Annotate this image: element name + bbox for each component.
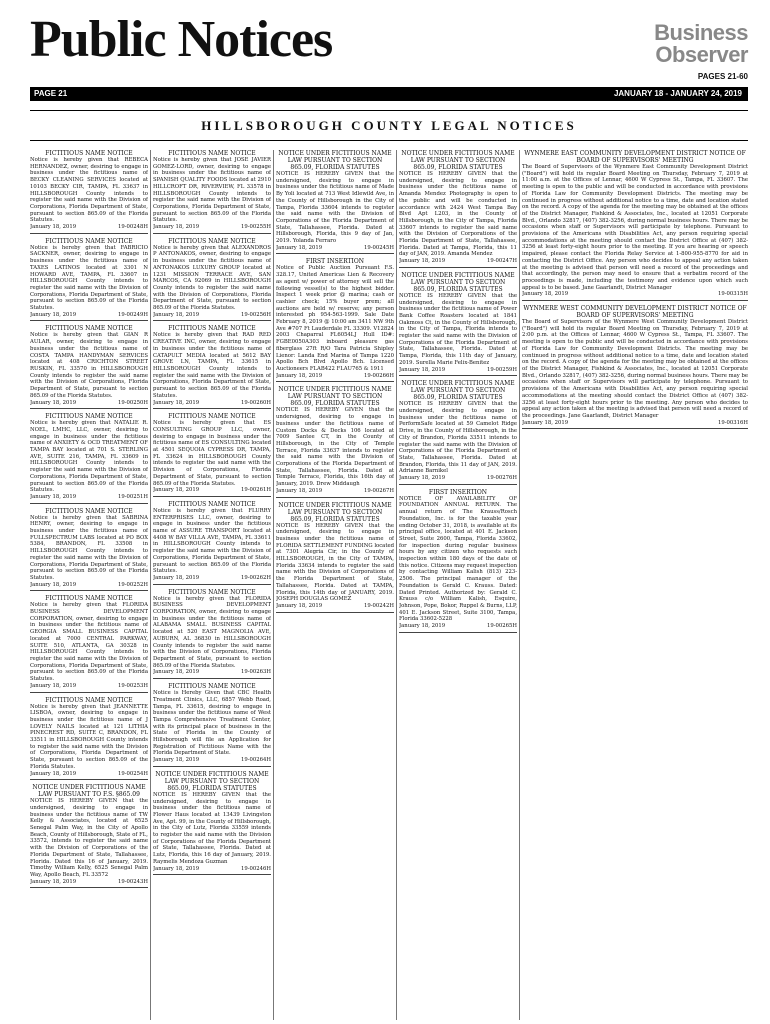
legal-notice: [153, 683, 271, 767]
notice-title: FICTITIOUS NAME NOTICE: [168, 683, 256, 691]
notice-title: FICTITIOUS NAME NOTICE: [45, 237, 133, 245]
business-observer-logo: Business Observer: [654, 20, 748, 67]
page-label: PAGE 21: [34, 89, 68, 98]
notice-code: 19-00243H: [118, 878, 148, 885]
legal-notice: [153, 413, 271, 497]
notice-footer: [30, 582, 148, 589]
legal-notice: [399, 380, 517, 484]
notice-footer: [153, 224, 271, 231]
notice-title: FICTITIOUS NAME NOTICE: [168, 150, 256, 157]
notice-body: Notice of Public Auction Pursuant F.S. 328.17, United Americas Lien & Recovery as agent w/ power of attorney will sell the following vessel(s) to the highest bidder. Inspect 1 week prior @ marina; cash or cashier check; 15% buyer prem; all auctions are held w/ reserve; any person interested ph 954-563-1999. Sale Date February 8, 2019 @ 10:00 am 3411 NW 9th Ave #707 Ft Lauderdale FL 33309. V12824 2003 Chaparral FL6054LJ Hull ID#: FGBE0050A303 inboard pleasure gas fiberglass 27ft R/O Tara Patricia Shipley Lienor: Landa End Marina of Tampa 1220 Apollo Bch Blvd Apollo Bch. Licensed Auctioneers FLAB422 FLAU765 & 1911: [276, 265, 394, 372]
notice-code: 19-00249H: [118, 311, 148, 318]
notice-footer: [399, 623, 517, 630]
publication-title: Public Notices: [30, 11, 333, 68]
legal-notice: [30, 150, 148, 234]
notice-title: FIRST INSERTION: [305, 258, 365, 266]
notice-date: January 18, 2019: [399, 366, 446, 373]
notice-date: January 18, 2019: [153, 399, 200, 406]
notice-code: 19-00255H: [241, 224, 271, 231]
notice-body: Notice is hereby given that ALEXANDROS P ANTONAKOS, owner, desiring to engage in business under the fictitious name of ANTONAKOS LUXURY GROUP located at 1231 MISSION TERRACE AVE, SAN MARCOS, CA 92069 in HILLSBOROUGH County intends to register the said name with the Division of Corporations, Florida Department of State, pursuant to section 865.09 of the Florida Statutes.: [153, 244, 271, 312]
notice-footer: [399, 258, 517, 265]
notice-code: 19-00262H: [241, 574, 271, 581]
notice-code: 19-00246H: [241, 865, 271, 872]
legal-notice: [153, 771, 271, 875]
page-range: PAGES 21-60: [697, 72, 748, 81]
legal-notice: [276, 258, 394, 382]
notice-date: January 18, 2019: [153, 574, 200, 581]
notice-footer: [153, 757, 271, 764]
notice-title: WYNMERE WEST COMMUNITY DEVELOPMENT DISTRICT NOTICE OF BOARD OF SUPERVISORS' MEETING: [523, 305, 747, 320]
notice-title: WYNMERE EAST COMMUNITY DEVELOPMENT DISTRICT NOTICE OF BOARD OF SUPERVISORS' MEETING: [524, 150, 746, 164]
notice-date: January 18, 2019: [399, 475, 446, 482]
notice-code: 19-00250H: [118, 399, 148, 406]
notice-code: 19-00256H: [241, 311, 271, 318]
notice-date: January 18, 2019: [153, 224, 200, 231]
notice-date: January 18, 2019: [276, 244, 323, 251]
notice-code: 19-00266H: [364, 372, 394, 379]
notice-body: Notice is hereby given that REBECA HERNANDEZ, owner, desiring to engage in business under the fictitious name of BECKY CLEANING SERVICES located at 10103 BECKY CIR, TAMPA, FL 33637 in HILLSBOROUGH County intends to register the said name with the Division of Corporations, Florida Department of State, pursuant to section 865.09 of the Florida Statutes.: [30, 157, 148, 224]
notice-date: January 18, 2019: [30, 399, 77, 406]
notice-body: Notice is hereby given that ES CONSULTING GROUP LLC, owner, desiring to engage in business under the fictitious name of ES CONSULTING located at 4501 SEQUOIA CYPRESS DR, TAMPA, FL 33624 in HILLSBOROUGH County intends to register the said name with the Division of Corporations, Florida Department of State, pursuant to section 865.09 of the Florida Statutes.: [153, 420, 271, 487]
notice-title: FICTITIOUS NAME NOTICE: [168, 588, 256, 596]
notice-date: January 18, 2019: [399, 623, 446, 630]
notice-date: January 18, 2019: [30, 878, 77, 885]
divider: [30, 140, 748, 141]
notice-code: 19-00265H: [487, 623, 517, 630]
notice-body: The Board of Supervisors of the Wynmere West Community Development District ("Board") will hold its regular Board Meeting on Thursday, February 7, 2019 at 2:00 p.m. at the Offices of Lennar, 4600 W Cypress St., Tampa, FL 33607. The meeting is open to the public and will be conducted in accordance with provisions of Florida Law for Community Development Districts. The meeting may be continued in progress without additional notice to a time, date and location stated on the record. A copy of the agenda for the meeting may be obtained at the offices of the District Manager, Fishkind & Associates, Inc., located at 12051 Corporate Blvd., Orlando 32817, (407) 382-3256, during normal business hours. There may be occasions when staff or Supervisors will participate by telephone. Pursuant to provisions of the Americans with Disabilities Act, any person requiring special accommodations at the meeting should contact the District Office at (407) 382-3256 at least forty-eight hours prior to the meeting. Any person who decides to appeal any action taken at the meeting is advised that person will need a record of the proceedings. Jane Gaarlandt, District Manager: [522, 319, 748, 419]
notice-footer: [30, 224, 148, 231]
notice-title: FICTITIOUS NAME NOTICE: [168, 500, 256, 508]
date-band: [30, 87, 748, 101]
legal-notice: [153, 325, 271, 409]
notice-body: NOTICE IS HEREBY GIVEN that the undersigned, desiring to engage in business under the fictitious name of Custom Docks & Decks 106 located at 7009 Santee CT, in the County of Hillsborough, in the City of Temple Terrace, Florida 33637 intends to register the said name with the Division of Corporations of the Florida Department of State, Tallahassee, Florida. Dated at Temple Terrace, Florida, this 16th day of January, 2019. Drew Middaugh: [276, 407, 394, 488]
notice-code: 19-00251H: [118, 493, 148, 500]
notice-body: Notice is hereby given that FLORIDA BUSINESS DEVELOPMENT CORPORATION, owner, desiring to engage in business under the fictitious name of GEORGIA SMALL BUSINESS CAPITAL located at 7000 CENTRAL PARKWAY, SUITE 510, ATLANTA, GA 30328 in HILLSBOROUGH County intends to register the said name with the Division of Corporations, Florida Department of State, pursuant to section 865.09 of the Florida Statutes.: [30, 602, 148, 683]
notice-date: January 18, 2019: [30, 311, 77, 318]
masthead: [0, 0, 770, 90]
notice-date: January 18, 2019: [276, 602, 323, 609]
notice-code: 19-00259H: [487, 366, 517, 373]
notice-title: FIRST INSERTION: [428, 488, 488, 496]
notice-footer: [399, 367, 517, 374]
legal-notice: [153, 501, 271, 585]
notice-title: FICTITIOUS NAME NOTICE: [45, 507, 133, 515]
notice-title: NOTICE UNDER FICTITIOUS NAME LAW PURSUANT TO SECTION 865.09, FLORIDA STATUTES: [401, 271, 515, 293]
notice-footer: [276, 603, 394, 610]
notice-footer: [30, 494, 148, 501]
legal-notice: [399, 489, 517, 633]
notice-date: January 18, 2019: [30, 770, 77, 777]
notice-title: NOTICE UNDER FICTITIOUS NAME LAW PURSUANT TO SECTION 865.09, FLORIDA STATUTES: [401, 150, 515, 171]
notice-date: January 18, 2019: [522, 291, 569, 298]
notice-footer: [30, 879, 148, 886]
notice-date: January 18, 2019: [276, 372, 323, 379]
notice-footer: [522, 420, 748, 427]
notice-title: NOTICE UNDER FICTITIOUS NAME LAW PURSUANT TO SECTION 865.09, FLORIDA STATUTES: [278, 386, 392, 408]
notice-code: 19-00253H: [118, 682, 148, 689]
notice-footer: [276, 245, 394, 252]
notice-code: 19-00247H: [487, 258, 517, 265]
column-divider: [519, 150, 520, 1020]
notice-body: NOTICE IS HEREBY GIVEN that the undersigned, desiring to engage in business under the fictitious name of TW Kelly & Associates, located at 6525 Senegal Palm Way, in the City of Apollo Beach, County of Hillsborough, State of FL, 33572, intends to register the said name with the Division of Corporations of the Florida Department of State, Tallahassee, Florida. Dated this 16 of January, 2019. Timothy William Kelly, 6525 Senegal Palm Way, Apollo Beach, FL 33572: [30, 798, 148, 878]
notice-code: 19-00260H: [241, 399, 271, 406]
notice-date: January 18, 2019: [153, 487, 200, 494]
notice-title: FICTITIOUS NAME NOTICE: [45, 595, 133, 603]
notice-title: NOTICE UNDER FICTITIOUS NAME LAW PURSUANT TO SECTION 865.09, FLORIDA STATUTES: [401, 380, 515, 402]
legal-notice: [30, 238, 148, 322]
notice-body: Notice is hereby given that FABRICIO SACKNER, owner, desiring to engage in business under the fictitious name of TAXES LATINOS located at 3301 N HOWARD AVE, TAMPA, FL 33607 in HILLSBOROUGH County intends to register the said name with the Division of Corporations, Florida Department of State, pursuant to section 865.09 of the Florida Statutes.: [30, 244, 148, 312]
divider: [30, 110, 748, 111]
legal-notice: [30, 697, 148, 781]
notice-body: NOTICE IS HEREBY GIVEN that the undersigned, desiring to engage in business under the fictitious name of Flower Haus located at 13439 Livingston Ave, Apt. 99, in the County of Hillsborough, in the City of Lutz, Florida 33559 intends to register the said name with the Division of Corporations of the Florida Department of State, Tallahassee, Florida. Dated at Lutz, Florida, this 16 day of January, 2019. Raymelis Mendoza Guzman: [153, 791, 271, 865]
legal-notice: [153, 589, 271, 679]
notice-code: 19-00242H: [364, 602, 394, 609]
notice-footer: [399, 475, 517, 482]
notice-code: 19-00261H: [241, 487, 271, 494]
notice-date: January 18, 2019: [153, 757, 200, 764]
notice-footer: [153, 487, 271, 494]
legal-notice: [399, 150, 517, 268]
notice-footer: [30, 771, 148, 778]
legal-notice: [30, 325, 148, 409]
notice-date: January 18, 2019: [153, 311, 200, 318]
notice-date: January 18, 2019: [153, 669, 200, 676]
notice-column-4: [399, 150, 517, 1020]
column-divider: [150, 150, 151, 1020]
notice-footer: [276, 488, 394, 495]
notice-code: 19-00254H: [118, 770, 148, 777]
issue-dates: JANUARY 18 - JANUARY 24, 2019: [613, 89, 742, 98]
legal-notice: [276, 502, 394, 613]
notice-body: Notice is hereby given that SABRINA HENRY, owner, desiring to engage in business under the fictitious name of FULLSPECTRUM LABS located at PO BOX 5384, BRANDON, FL 33508 in HILLSBOROUGH County intends to register the said name with the Division of Corporations, Florida Department of State, pursuant to section 865.09 of the Florida Statutes.: [30, 514, 148, 581]
notice-footer: [153, 400, 271, 407]
notice-title: NOTICE UNDER FICTITIOUS NAME LAW PURSUANT TO SECTION 865.09, FLORIDA STATUTES: [278, 150, 392, 171]
column-divider: [396, 150, 397, 1020]
notice-code: 19-00316H: [718, 419, 748, 426]
section-title: HILLSBOROUGH COUNTY LEGAL NOTICES: [201, 118, 577, 133]
notice-footer: [30, 312, 148, 319]
notice-date: January 18, 2019: [30, 493, 77, 500]
notice-title: FICTITIOUS NAME NOTICE: [45, 413, 133, 421]
notice-body: Notice is Hereby Given that CBC Health Treatment Clinics, LLC, 6857 Webb Road, Tampa, FL 33615, desiring to engage in business under the fictitious name of West Tampa Comprehensive Treatment Center, with its principal place of business in the State of Florida in the County of Hillsborough will file an Application for Registration of Fictitious Name with the Florida Department of State.: [153, 690, 271, 757]
notice-code: 19-00267H: [364, 487, 394, 494]
notice-date: January 18, 2019: [30, 224, 77, 231]
notice-title: FICTITIOUS NAME NOTICE: [45, 696, 133, 704]
notice-body: Notice is hereby given that JEANNETTE LISBOA, owner, desiring to engage in business under the fictitious name of J LOVELY NAILS located at 121 LITHIA PINECREST RD, SUITE C, BRANDON, FL 33511 in HILLSBOROUGH County intends to register the said name with the Division of Corporations, Florida Department of State, pursuant to section 865.09 of the Florida Statutes.: [30, 703, 148, 770]
legal-notice: [276, 150, 394, 254]
notice-body: Notice is hereby given that FLORIDA BUSINESS DEVELOPMENT CORPORATION, owner, desiring to engage in business under the fictitious name of ALABAMA SMALL BUSINESS CAPITAL located at 520 EAST MAGNOLIA AVE, AUBURN, AL 36830 in HILLSBOROUGH County intends to register the said name with the Division of Corporations, Florida Department of State, pursuant to section 865.09 of the Florida Statutes.: [153, 595, 271, 669]
notice-title: FICTITIOUS NAME NOTICE: [168, 237, 256, 245]
notice-footer: [153, 669, 271, 676]
notice-body: Notice is hereby given that JOSE JAVIER GOMEZ-LORD, owner, desiring to engage in business under the fictitious name of SPANISH QUALITY FOODS located at 2910 HILLCROFT DR, RIVERVIEW, FL 33578 in HILLSBOROUGH County intends to register the said name with the Division of Corporations, Florida Department of State, pursuant to section 865.09 of the Florida Statutes.: [153, 157, 271, 224]
notice-body: The Board of Supervisors of the Wynmere East Community Development District ("Board") will hold its regular Board Meeting on Thursday, February 7, 2019 at 11:00 a.m. at the Offices of Lennar, 4600 W Cypress St., Tampa, FL 33607. The meeting is open to the public and will be conducted in accordance with provisions of Florida Law for Community Development Districts. The meeting may be continued in progress without additional notice to a time, date and location stated on the record. A copy of the agenda for the meeting may be obtained at the offices of the District Manager, Fishkind & Associates, Inc., located at 12051 Corporate Blvd., Orlando 32817, (407) 382-3256, during normal business hours. There may be occasions when staff or Supervisors will participate by telephone. Pursuant to provisions of the Americans with Disabilities Act, any person requiring special accommodations at the meeting should contact the District Office at (407) 382-3256 at least forty-eight hours prior to the meeting. If you are hearing or speech impaired, please contact the Florida Relay Service at 1-800-955-8770 for aid in contacting the District Office. Any person who decides to appeal any action taken at the meeting is advised that person will need a record of the proceedings and that accordingly, the person may need to ensure that a verbatim record of the proceedings is made, including the testimony and evidence upon which such appeal is to be based. Jane Gaarlandt, District Manager: [522, 164, 748, 291]
notice-title: NOTICE UNDER FICTITIOUS NAME LAW PURSUANT TO F.S. §865.09: [32, 784, 146, 799]
legal-notice: [30, 508, 148, 592]
notice-title: FICTITIOUS NAME NOTICE: [45, 150, 133, 157]
legal-notice: [153, 238, 271, 322]
notice-date: January 18, 2019: [30, 682, 77, 689]
notice-title: FICTITIOUS NAME NOTICE: [168, 413, 256, 421]
notice-footer: [30, 683, 148, 690]
legal-notice: [30, 595, 148, 692]
notice-code: 19-00245H: [364, 244, 394, 251]
notice-body: Notice is hereby given that GIAN R AULAR, owner, desiring to engage in business under the fictitious name of COSTA TAMPA HANDYMAN SERVICES located at 408 CRICHTON STREET RUSKIN, FL 33570 in HILLSBOROUGH County intends to register the said name with the Division of Corporations, Florida Department of State, pursuant to section 865.09 of the Florida Statutes.: [30, 332, 148, 399]
notice-title: FICTITIOUS NAME NOTICE: [168, 325, 256, 333]
notice-footer: [522, 291, 748, 298]
notice-code: 19-00315H: [718, 291, 748, 298]
notice-body: Notice is hereby given that FLURRY ENTERPRISES LLC, owner, desiring to engage in business under the fictitious name of ASSURE TRANSPORT located at 4408 W BAY VILLA AVE, TAMPA, FL 33611 in HILLSBOROUGH County intends to register the said name with the Division of Corporations, Florida Department of State, pursuant to section 865.09 of the Florida Statutes.: [153, 507, 271, 575]
notice-column-1: [30, 150, 148, 1020]
notice-body: NOTICE IS HEREBY GIVEN that the undersigned, desiring to engage in business under the fictitious name of Made By Yoli located at 713 West Idlewild Ave, in the County of Hillsborough in the City of Tampa, Florida 33604 intends to register the said name with the Division of Corporations of the Florida Department of State, Tallahassee, Florida. Dated at Hillsborough, Florida, this 9 day of Jan, 2019. Yolanda Ferraro: [276, 171, 394, 245]
notice-date: January 18, 2019: [30, 581, 77, 588]
notice-title: FICTITIOUS NAME NOTICE: [45, 325, 133, 333]
notice-code: 19-00276H: [487, 475, 517, 482]
legal-notice: [153, 150, 271, 234]
notice-footer: [153, 575, 271, 582]
notice-column-5: [522, 150, 748, 1020]
notice-date: January 18, 2019: [153, 865, 200, 872]
notice-footer: [276, 373, 394, 380]
column-divider: [273, 150, 274, 1020]
notice-title: NOTICE UNDER FICTITIOUS NAME LAW PURSUANT TO SECTION 865.09, FLORIDA STATUTES: [278, 501, 392, 523]
notice-date: January 18, 2019: [276, 487, 323, 494]
notice-column-3: [276, 150, 394, 1020]
notice-date: January 18, 2019: [399, 258, 446, 265]
notice-title: NOTICE UNDER FICTITIOUS NAME LAW PURSUANT TO SECTION 865.09, FLORIDA STATUTES: [155, 770, 269, 792]
notice-code: 19-00264H: [241, 757, 271, 764]
legal-notice: [399, 272, 517, 376]
notice-column-2: [153, 150, 271, 1020]
notice-body: NOTICE IS HEREBY GIVEN that the undersigned, desiring to engage in business under the fictitious name of Power Bank Coffee Roasters located at 1841 Oakmoss Ct, in the County of Hillsborough, in the City of Tampa, Florida intends to register the said name with the Division of Corporations of the Florida Department of State, Tallahassee, Florida. Dated at Tampa, Florida, this 11th day of January, 2019. Surella Marie Felix-Benitez: [399, 292, 517, 366]
legal-notice: [522, 150, 748, 301]
notice-code: 19-00252H: [118, 581, 148, 588]
legal-notice: [522, 305, 748, 429]
notice-footer: [153, 312, 271, 319]
notice-body: Notice is hereby given that NATALIE R. NOEL, LMHC, LLC, owner, desiring to engage in business under the fictitious name of ANXIETY & OCD TREATMENT OF TAMPA BAY located at 701 S. STERLING AVE, SUITE 216, TAMPA, FL 33609 in HILLSBOROUGH County intends to register the said name with the Division of Corporations, Florida Department of State, pursuant to section 865.09 of the Florida Statutes.: [30, 420, 148, 494]
legal-notice: [30, 413, 148, 503]
notice-code: 19-00263H: [241, 669, 271, 676]
notice-date: January 18, 2019: [522, 419, 569, 426]
notice-body: NOTICE IS HEREBY GIVEN that the undersigned, desiring to engage in business under the fictitious name of Amanda Mendez Photography is open to the public and will be conducted in accordance with 2424 West Tampa Bay Blvd Apt L203, in the County of Hillsborough, in the City of Tampa, Florida 33607 intends to register the said name with the Division of Corporations of the Florida Department of State, Tallahassee, Florida. Dated at Tampa, Florida, this 11 day of JAN, 2019. Amanda Mendez: [399, 171, 517, 258]
notice-code: 19-00248H: [118, 224, 148, 231]
notice-body: NOTICE IS HEREBY GIVEN that the undersigned, desiring to engage in business under the fictitious name of PerformSafe located at 59 Camelot Ridge Drive, in the County of Hillsborough, in the City of Brandon, Florida 33511 intends to register the said name with the Division of Corporations of the Florida Department of State, Tallahassee, Florida. Dated at Brandon, Florida, this 11 day of JAN, 2019. Adrianne Barnikel: [399, 401, 517, 475]
notice-footer: [153, 866, 271, 873]
notice-body: Notice is hereby given that RAD RED CREATIVE INC, owner, desiring to engage in business under the fictitious name of CATAPULT MEDIA located at 5612 BAY GROVE LN, TAMPA, FL 33615 in HILLSBOROUGH County intends to register the said name with the Division of Corporations, Florida Department of State, pursuant to section 865.09 of the Florida Statutes.: [153, 332, 271, 399]
notice-footer: [30, 400, 148, 407]
legal-notice: [30, 784, 148, 888]
legal-notice: [276, 386, 394, 497]
notice-body: NOTICE OF AVAILABILITY OF FOUNDATION ANNUAL RETURN. The annual return of The Krauss/Rosch Foundation, Inc. is for the taxable year ending October 31, 2018, is available at its principal office, located at 401 E. Jackson Street, Suite 2600, Tampa, Florida 33602, for inspection during regular business hours by any citizen who requests such inspection within 180 days of the date of this notice. Citizens may request inspection by contacting William Kalish (813) 223-2506. The principal manager of the Foundation is Gerald C. Krauss. Dated: Dated Printed. Authorized by: Gerald C. Krauss c/o William Kalish, Esquire, Johnson, Pope, Bokor, Ruppel & Burns, LLP, 401 E. Jackson Street, Suite 3100, Tampa, Florida 33602-5228: [399, 495, 517, 623]
notice-body: NOTICE IS HEREBY GIVEN that the undersigned, desiring to engage in business under the fictitious name of FLORIDA SETTLEMENT FUNDING located at 7301 Alegria Cir, in the County of HILLSBOROUGH, in the City of TAMPA, Florida 33634 intends to register the said name with the Division of Corporations of the Florida Department of State, Tallahassee, Florida. Dated at TAMPA, Florida, this 14th day of JANUARY, 2019. JOSEPH DOUGLAS GOMEZ: [276, 522, 394, 603]
